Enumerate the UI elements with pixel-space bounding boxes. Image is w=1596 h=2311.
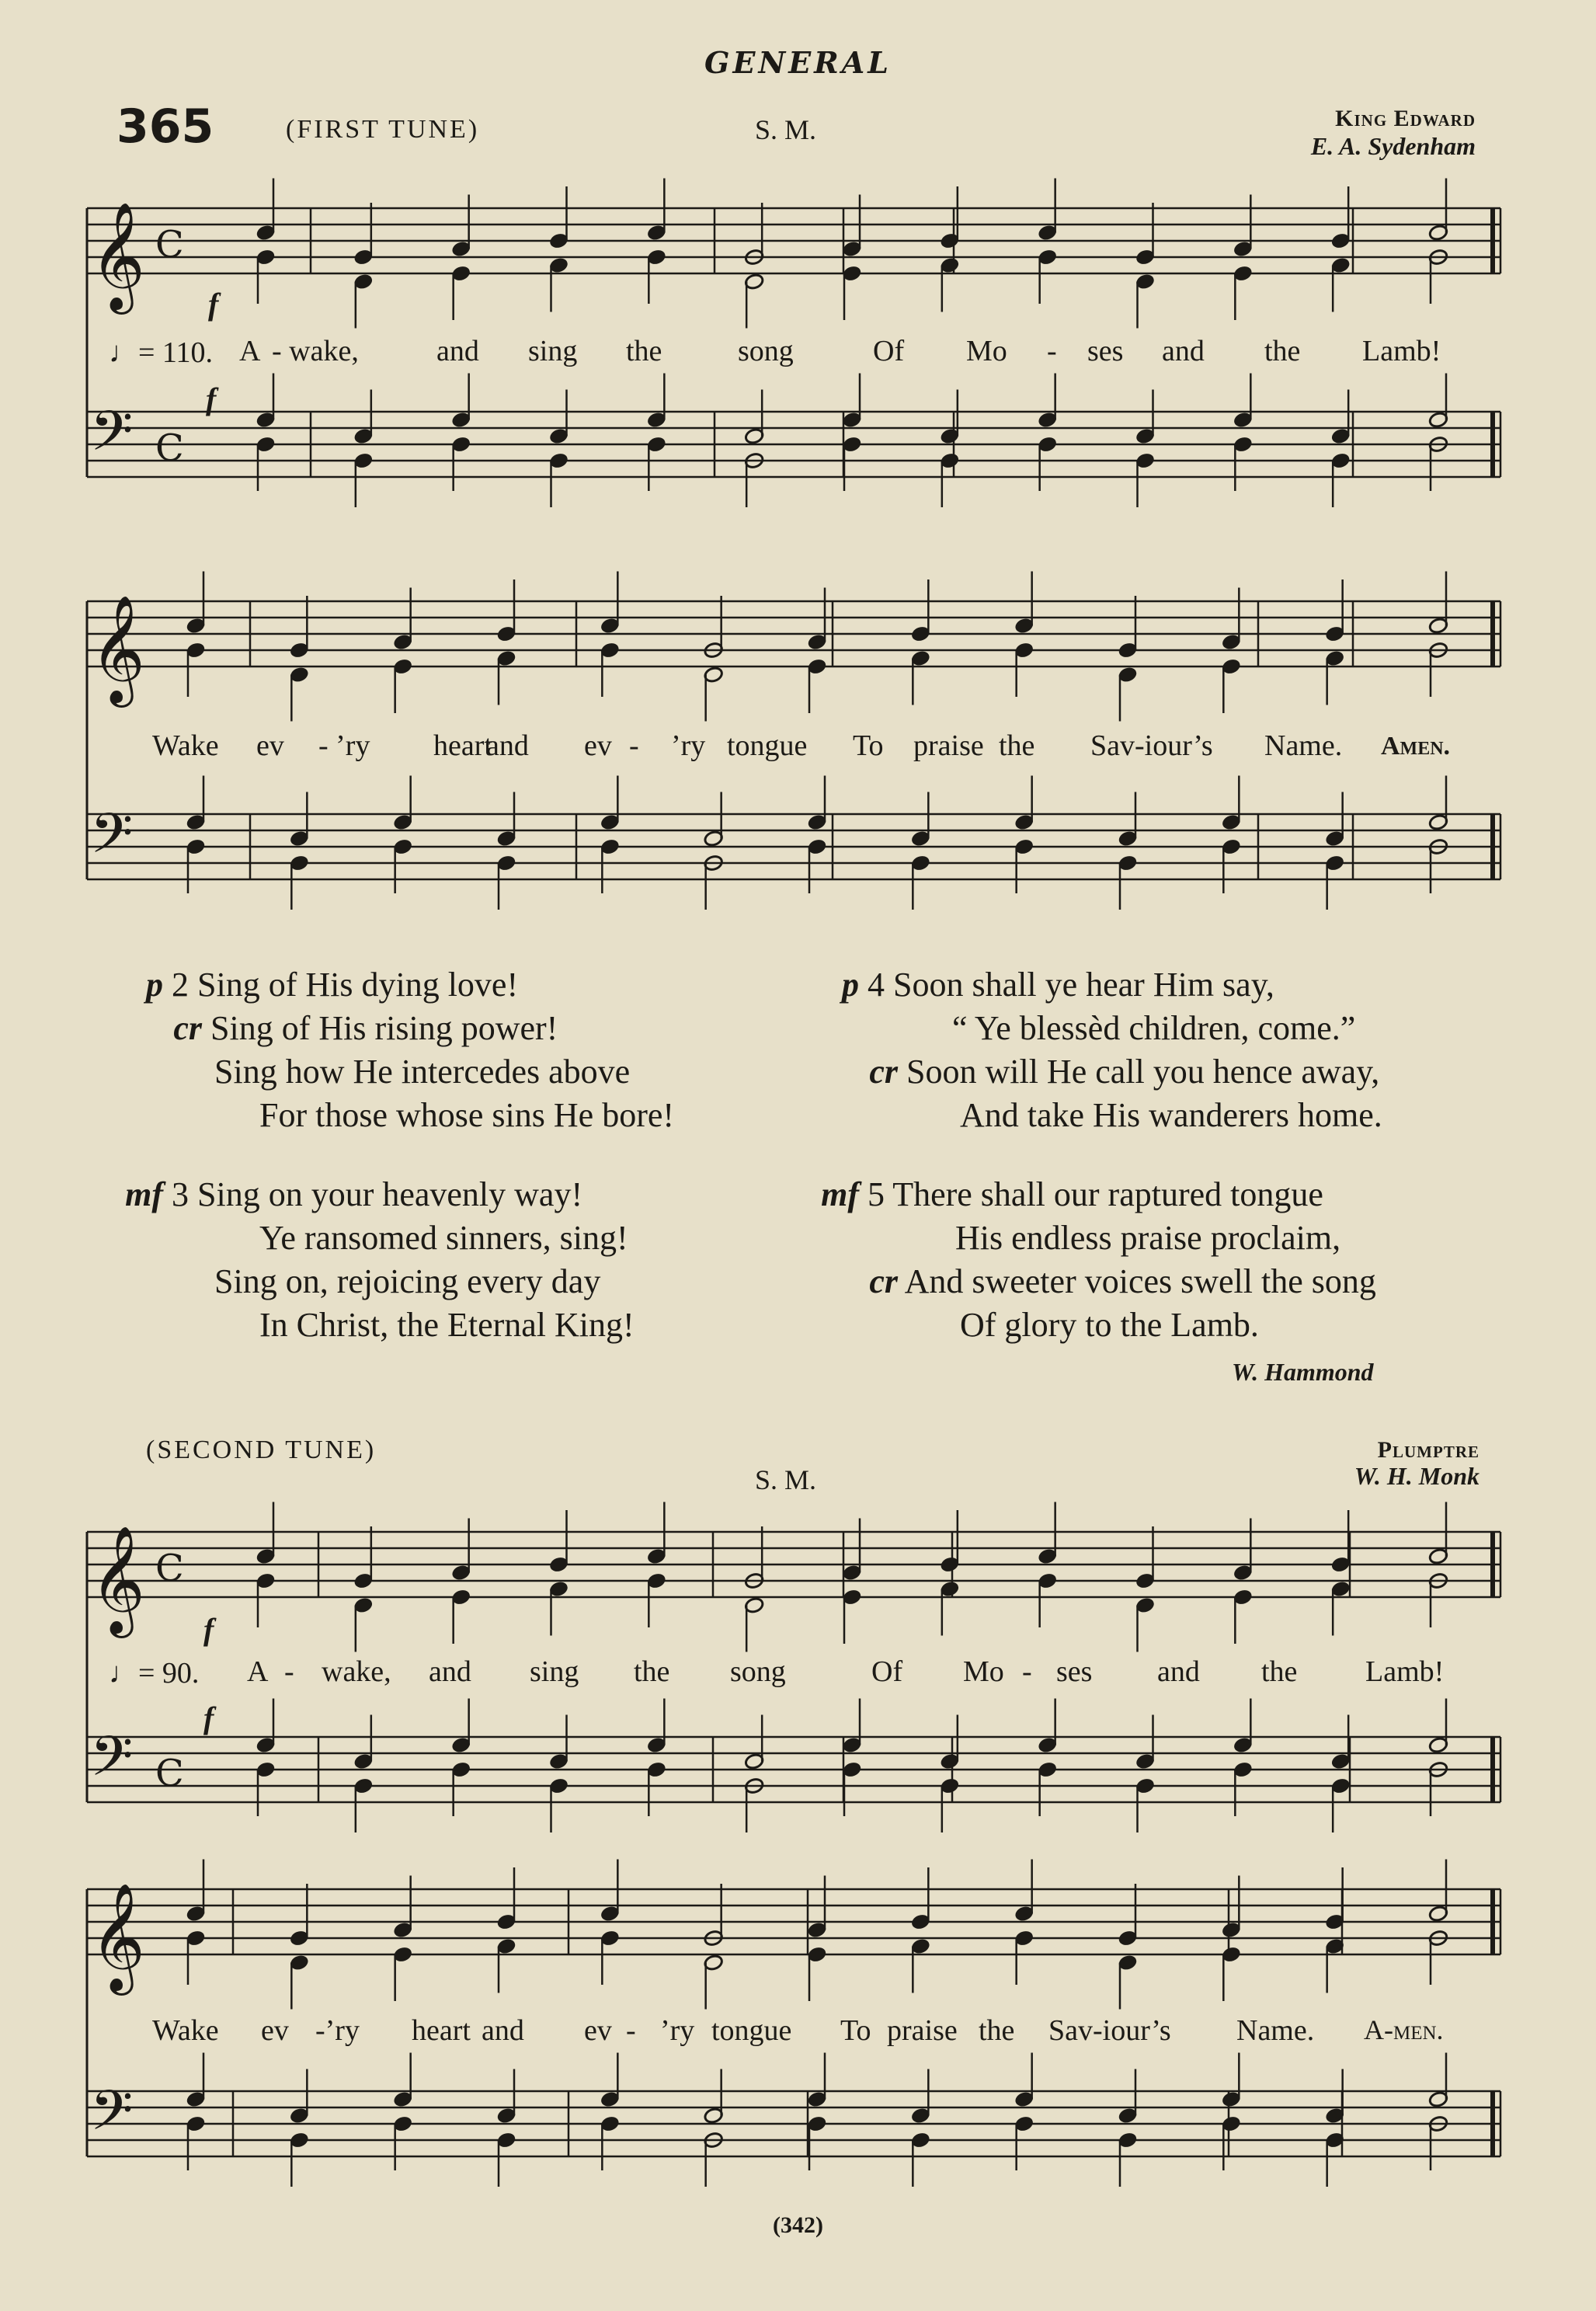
svg-text:C: C	[155, 1752, 184, 1795]
second-tune-amen: A-men.	[1364, 2014, 1444, 2045]
second-tune-label: (SECOND TUNE)	[146, 1436, 377, 1464]
svg-text:C: C	[155, 1547, 184, 1590]
second-tune-dynamic-treble: f	[203, 1612, 214, 1647]
first-tune-composer: E. A. Sydenham	[1310, 132, 1476, 160]
first-tune-dynamic-bass: f	[206, 381, 217, 416]
second-tune-dynamic-bass: f	[203, 1700, 214, 1735]
verse-5: mf 5 There shall our raptured tongue His endless praise proclaim, cr And sweeter voices swell the song Of glory to the Lamb.	[821, 1175, 1376, 1344]
svg-text:𝄞: 𝄞	[90, 202, 145, 310]
verse-3: mf 3 Sing on your heavenly way! Ye ransomed sinners, sing! Sing on, rejoicing every day In Christ, the Eternal King!	[125, 1175, 635, 1344]
section-header: GENERAL	[704, 45, 892, 80]
second-tune-meter: S. M.	[755, 1464, 817, 1495]
first-tune-label: (FIRST TUNE)	[286, 115, 480, 144]
first-tune-meter: S. M.	[755, 114, 817, 145]
verse-author: W. Hammond	[1232, 1358, 1374, 1386]
first-tune-dynamic-treble: f	[208, 287, 219, 322]
svg-text:C: C	[155, 223, 184, 266]
svg-text:𝄢: 𝄢	[90, 2079, 134, 2156]
second-tune-lyrics-line2: Wake ev -’ry heart and ev - ’ry tongue To praise the Sav-iour’s Name. A-men.	[152, 2014, 1444, 2047]
first-tune-lyrics-line2: Wake ev - ’ry heart and ev - ’ry tongue To praise the Sav-iour’s Name. Amen.	[152, 729, 1451, 762]
verse-2: p 2 Sing of His dying love! cr Sing of His rising power! Sing how He intercedes above For those whose sins He bore!	[146, 966, 675, 1134]
second-tune-lyrics-line1: A - wake, and sing the song Of Mo - ses and the Lamb!	[247, 1655, 1445, 1688]
svg-text:𝄢: 𝄢	[90, 399, 134, 477]
svg-text:𝄢: 𝄢	[90, 802, 134, 879]
svg-text:𝄞: 𝄞	[90, 1883, 145, 1991]
verse-4: p 4 Soon shall ye hear Him say, “ Ye blessèd children, come.” cr Soon will He call you hence away, And take His wanderers home.	[842, 966, 1382, 1134]
second-tune-tempo: ♩= 90.	[109, 1657, 200, 1690]
svg-text:C: C	[155, 426, 184, 470]
first-tune-tempo: ♩= 110.	[109, 336, 214, 369]
svg-text:𝄞: 𝄞	[90, 595, 145, 703]
page-number: (342)	[773, 2212, 823, 2238]
second-tune-name: Plumptre	[1377, 1437, 1480, 1463]
hymn-number: 365	[116, 99, 214, 154]
quarter-note-icon: ♩	[109, 336, 138, 369]
svg-text:𝄞: 𝄞	[90, 1526, 145, 1634]
first-tune-lyrics-line1: A - wake, and sing the song Of Mo - ses and the Lamb!	[239, 335, 1441, 367]
svg-text:𝄢: 𝄢	[90, 1725, 134, 1802]
second-tune-composer: W. H. Monk	[1354, 1462, 1480, 1490]
first-tune-amen: Amen.	[1381, 732, 1451, 760]
first-tune-name: King Edward	[1335, 106, 1476, 131]
quarter-note-icon: ♩	[109, 1657, 138, 1690]
